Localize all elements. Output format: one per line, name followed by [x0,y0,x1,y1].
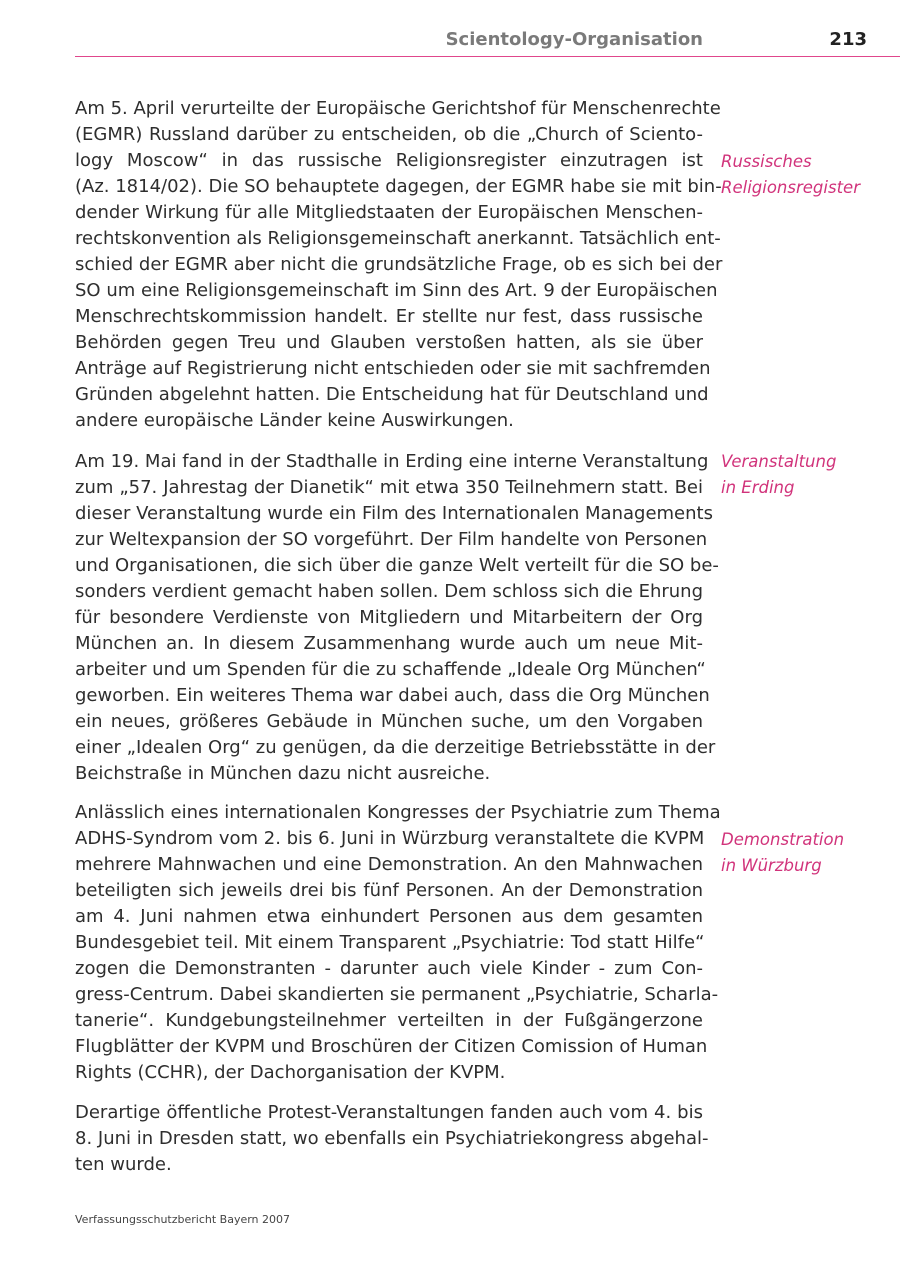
text-line: Menschrechtskommission handelt. Er stellte nur fest, dass russische [75,306,703,327]
text-line: Derartige öffentliche Protest-Veranstaltungen fanden auch vom 4. bis [75,1102,703,1123]
text-line: ADHS-Syndrom vom 2. bis 6. Juni in Würzburg veranstaltete die KVPM [75,828,705,849]
text-line: am 4. Juni nahmen etwa einhundert Personen aus dem gesamten [75,906,703,927]
text-line: mehrere Mahnwachen und eine Demonstration. An den Mahnwachen [75,854,703,875]
paragraph-erding [75,449,719,787]
text-line: rechtskonvention als Religionsgemeinschaft anerkannt. Tatsächlich ent- [75,228,721,249]
text-line: zogen die Demonstranten - darunter auch viele Kinder - zum Con- [75,958,703,979]
margin-note-line: in Erding [721,478,795,497]
text-line: einer „Idealen Org“ zu genügen, da die derzeitige Betriebsstätte in der [75,737,716,758]
text-line: und Organisationen, die sich über die ganze Welt verteilt für die SO be- [75,555,719,576]
margin-note-line: Religionsregister [721,178,860,197]
margin-note-line: in Würzburg [721,856,822,875]
margin-note-line: Veranstaltung [721,452,837,471]
paragraph-egmr [75,96,723,434]
text-line: Bundesgebiet teil. Mit einem Transparent „Psychiatrie: Tod statt Hilfe“ [75,932,705,953]
text-line: Beichstraße in München dazu nicht ausreiche. [75,763,491,784]
text-line: Anlässlich eines internationalen Kongresses der Psychiatrie zum Thema [75,802,721,823]
text-line: sonders verdient gemacht haben sollen. Dem schloss sich die Ehrung [75,581,703,602]
paragraph-dresden [75,1100,709,1178]
margin-note-religionsregister [721,149,896,201]
text-line: logy Moscow“ in das russische Religionsregister einzutragen ist [75,150,703,171]
text-line: zur Weltexpansion der SO vorgeführt. Der Film handelte von Personen [75,529,708,550]
text-line: gress-Centrum. Dabei skandierten sie permanent „Psychiatrie, Scharla- [75,984,719,1005]
page-number: 213 [829,29,867,50]
margin-note-line: Demonstration [721,830,845,849]
text-line: beteiligten sich jeweils drei bis fünf Personen. An der Demonstration [75,880,703,901]
text-line: 8. Juni in Dresden statt, wo ebenfalls ein Psychiatriekongress abgehal- [75,1128,709,1149]
text-line: arbeiter und um Spenden für die zu schaffende „Ideale Org München“ [75,659,706,680]
text-line: für besondere Verdienste von Mitgliedern und Mitarbeitern der Org [75,607,703,628]
text-line: Am 19. Mai fand in der Stadthalle in Erding eine interne Veranstaltung [75,451,709,472]
text-line: andere europäische Länder keine Auswirkungen. [75,410,514,431]
text-line: tanerie“. Kundgebungsteilnehmer verteilten in der Fußgängerzone [75,1010,703,1031]
text-line: schied der EGMR aber nicht die grundsätzliche Frage, ob es sich bei der [75,254,723,275]
margin-note-erding [721,449,896,501]
text-line: Am 5. April verurteilte der Europäische Gerichtshof für Menschenrechte [75,98,721,119]
margin-note-wuerzburg [721,827,896,879]
text-line: ein neues, größeres Gebäude in München suche, um den Vorgaben [75,711,703,732]
text-line: Anträge auf Registrierung nicht entschieden oder sie mit sachfremden [75,358,711,379]
page-header [75,26,900,57]
text-line: Gründen abgelehnt hatten. Die Entscheidung hat für Deutschland und [75,384,709,405]
footer-source: Verfassungsschutzbericht Bayern 2007 [75,1213,291,1226]
paragraph-wuerzburg [75,800,721,1086]
text-line: (Az. 1814/02). Die SO behauptete dagegen, der EGMR habe sie mit bin- [75,176,722,197]
margin-note-line: Russisches [721,152,812,171]
text-line: Rights (CCHR), der Dachorganisation der KVPM. [75,1062,506,1083]
text-line: dender Wirkung für alle Mitgliedstaaten der Europäischen Menschen- [75,202,703,223]
text-line: ten wurde. [75,1154,172,1175]
text-line: dieser Veranstaltung wurde ein Film des Internationalen Managements [75,503,713,524]
text-line: Flugblätter der KVPM und Broschüren der Citizen Comission of Human [75,1036,708,1057]
text-line: (EGMR) Russland darüber zu entscheiden, ob die „Church of Sciento- [75,124,703,145]
text-line: München an. In diesem Zusammenhang wurde auch um neue Mit- [75,633,703,654]
text-line: zum „57. Jahrestag der Dianetik“ mit etwa 350 Teilnehmern statt. Bei [75,477,703,498]
text-line: SO um eine Religionsgemeinschaft im Sinn des Art. 9 der Europäischen [75,280,718,301]
running-header-title: Scientology-Organisation [445,29,703,50]
text-line: Behörden gegen Treu und Glauben verstoßen hatten, als sie über [75,332,703,353]
text-line: geworben. Ein weiteres Thema war dabei auch, dass die Org München [75,685,710,706]
